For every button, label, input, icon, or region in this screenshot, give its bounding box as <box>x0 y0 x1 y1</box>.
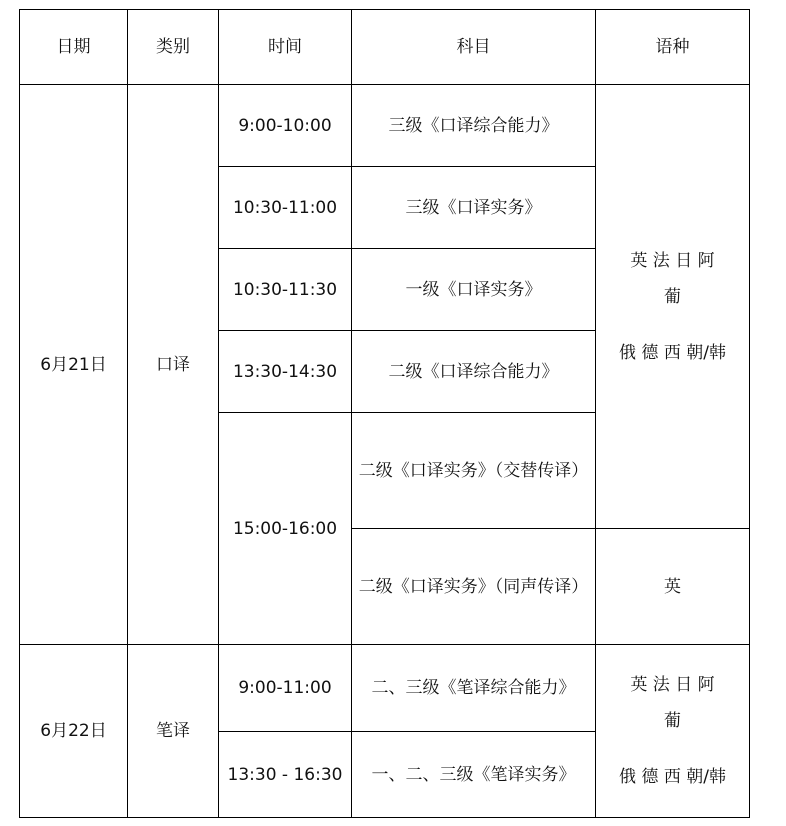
header-language: 语种 <box>596 10 750 85</box>
language-line: 俄 德 西 朝/韩 <box>619 342 726 363</box>
header-date: 日期 <box>20 10 128 85</box>
time-cell: 13:30 - 16:30 <box>219 732 352 818</box>
language-line: 葡 <box>664 286 681 307</box>
table-row <box>20 85 750 167</box>
language-gap <box>602 315 743 335</box>
time-cell: 9:00-10:00 <box>219 85 352 167</box>
subject-cell: 二、三级《笔译综合能力》 <box>352 645 596 732</box>
time-cell: 10:30-11:30 <box>219 249 352 331</box>
subject-cell: 三级《口译实务》 <box>352 167 596 249</box>
header-subject: 科目 <box>352 10 596 85</box>
subject-cell: 三级《口译综合能力》 <box>352 85 596 167</box>
date-cell: 6月21日 <box>20 85 128 645</box>
header-row <box>20 10 750 85</box>
exam-schedule-table <box>19 9 750 818</box>
language-cell <box>596 85 750 529</box>
type-cell: 口译 <box>128 85 219 645</box>
language-line: 俄 德 西 朝/韩 <box>619 767 726 787</box>
language-line: 英 法 日 阿 <box>630 675 715 695</box>
language-cell: 英 <box>596 529 750 645</box>
language-line: 葡 <box>664 711 681 731</box>
time-cell: 9:00-11:00 <box>219 645 352 732</box>
time-cell: 15:00-16:00 <box>219 413 352 645</box>
header-type: 类别 <box>128 10 219 85</box>
subject-cell: 一级《口译实务》 <box>352 249 596 331</box>
type-cell: 笔译 <box>128 645 219 818</box>
language-line: 英 法 日 阿 <box>630 250 715 271</box>
subject-cell: 一、二、三级《笔译实务》 <box>352 732 596 818</box>
subject-cell: 二级《口译实务》（同声传译） <box>352 529 596 645</box>
table-row <box>20 645 750 732</box>
time-cell: 10:30-11:00 <box>219 167 352 249</box>
subject-cell: 二级《口译实务》（交替传译） <box>352 413 596 529</box>
header-time: 时间 <box>219 10 352 85</box>
subject-cell: 二级《口译综合能力》 <box>352 331 596 413</box>
date-cell: 6月22日 <box>20 645 128 818</box>
language-gap <box>602 739 743 759</box>
time-cell: 13:30-14:30 <box>219 331 352 413</box>
language-cell <box>596 645 750 818</box>
